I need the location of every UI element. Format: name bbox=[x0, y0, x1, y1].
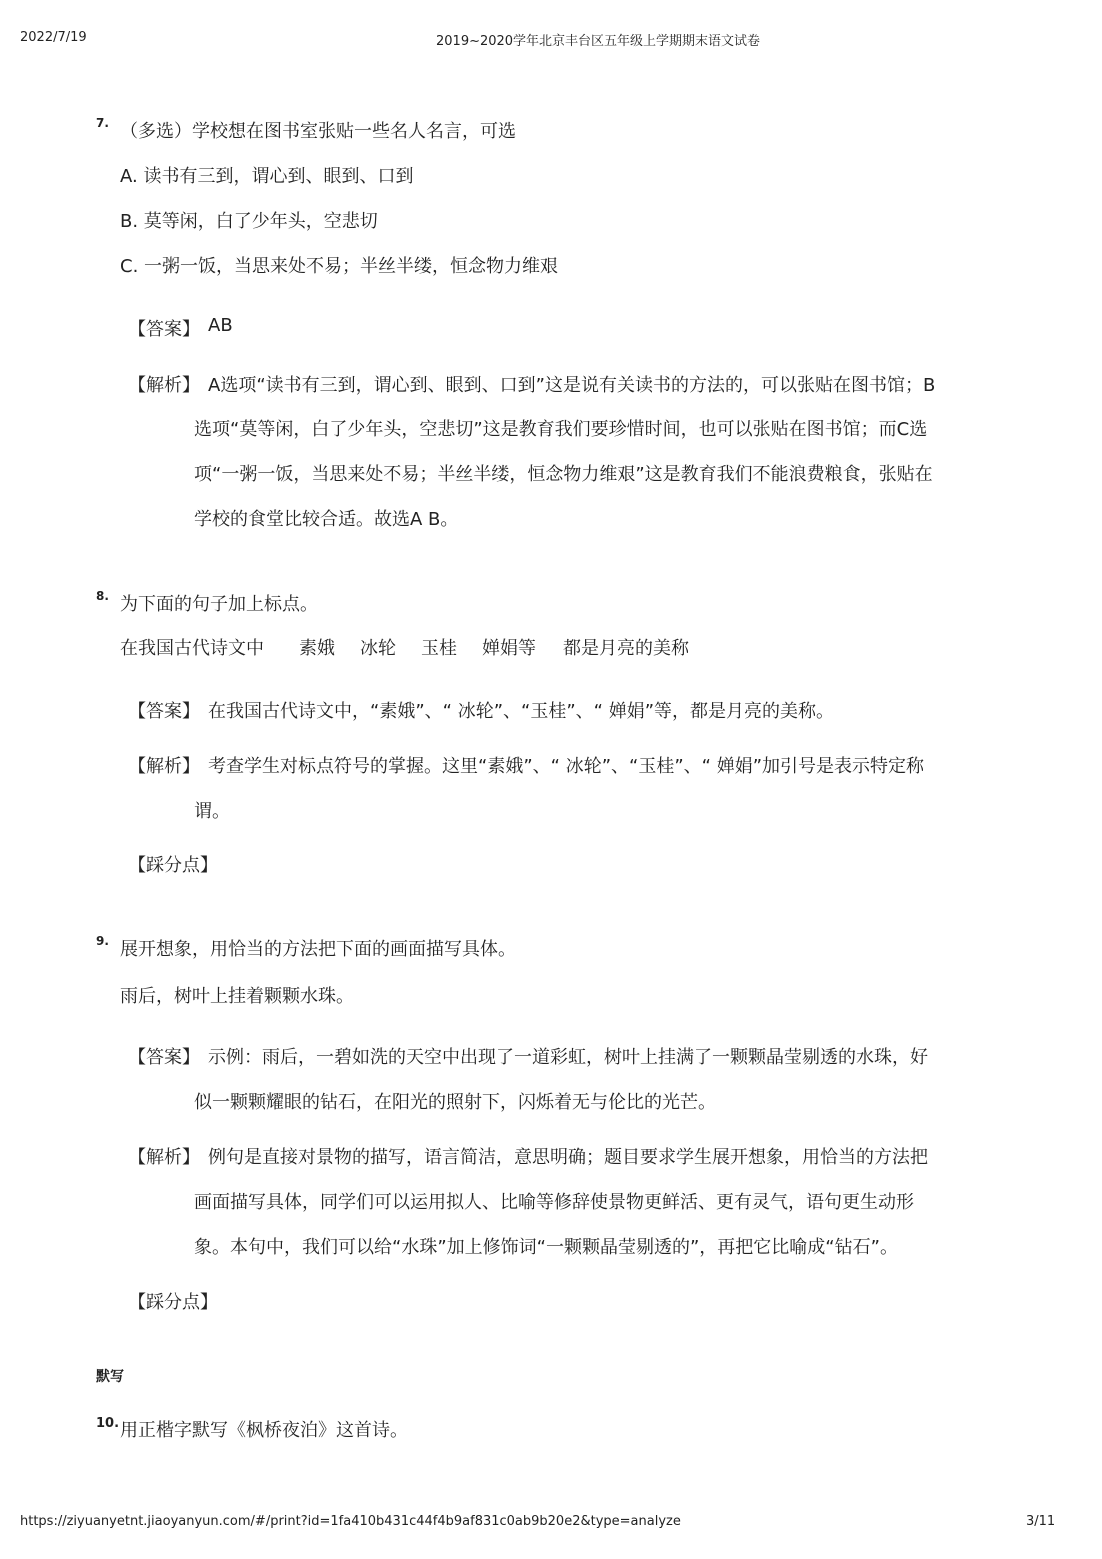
analysis-8-line-1: 考查学生对标点符号的掌握。这里“素娥”、“ 冰轮”、“玉桂”、“ 婵娟”加引号是表示特定称 bbox=[208, 756, 925, 777]
scoring-points-label-8: 【踩分点】 bbox=[128, 855, 218, 876]
sentence-9: 雨后，树叶上挂着颗颗水珠。 bbox=[120, 986, 354, 1007]
analysis-7-line-1: A选项“读书有三到，谓心到、眼到、口到”这是说有关读书的方法的，可以张贴在图书馆；B bbox=[208, 375, 936, 396]
analysis-7-line-3: 项“一粥一饭，当思来处不易；半丝半缕，恒念物力维艰”这是教育我们不能浪费粮食，张贴在 bbox=[194, 464, 933, 485]
analysis-label-7: 【解析】 bbox=[128, 375, 200, 396]
option-b: B. 莫等闲，白了少年头，空悲切 bbox=[120, 211, 378, 232]
print-date: 2022/7/19 bbox=[20, 30, 87, 45]
answer-9-line-2: 似一颗颗耀眼的钻石，在阳光的照射下，闪烁着无与伦比的光芒。 bbox=[194, 1092, 716, 1113]
answer-label-7: 【答案】 bbox=[128, 319, 200, 340]
question-number-7: 7. bbox=[96, 116, 109, 130]
option-a: A. 读书有三到，谓心到、眼到、口到 bbox=[120, 166, 414, 187]
analysis-9-line-2: 画面描写具体，同学们可以运用拟人、比喻等修辞使景物更鲜活、更有灵气，语句更生动形 bbox=[194, 1192, 914, 1213]
answer-9-line-1: 示例：雨后，一碧如洗的天空中出现了一道彩虹，树叶上挂满了一颗颗晶莹剔透的水珠，好 bbox=[208, 1047, 928, 1068]
answer-8: 在我国古代诗文中，“素娥”、“ 冰轮”、“玉桂”、“ 婵娟”等，都是月亮的美称。 bbox=[208, 701, 835, 722]
analysis-9-line-3: 象。本句中，我们可以给“水珠”加上修饰词“一颗颗晶莹剔透的”，再把它比喻成“钻石”。 bbox=[194, 1237, 898, 1258]
sentence-8-part-4: 玉桂 bbox=[421, 638, 457, 659]
question-number-10: 10. bbox=[96, 1416, 120, 1431]
question-8-prompt: 为下面的句子加上标点。 bbox=[120, 594, 318, 615]
question-9-prompt: 展开想象，用恰当的方法把下面的画面描写具体。 bbox=[120, 939, 516, 960]
section-heading: 默写 bbox=[96, 1369, 124, 1385]
analysis-label-8: 【解析】 bbox=[128, 756, 200, 777]
sentence-8-part-6: 都是月亮的美称 bbox=[563, 638, 689, 659]
page-number: 3/11 bbox=[1026, 1514, 1056, 1529]
answer-label-8: 【答案】 bbox=[128, 701, 200, 722]
sentence-8-part-1: 在我国古代诗文中 bbox=[120, 638, 264, 659]
sentence-8-part-5: 婵娟等 bbox=[482, 638, 536, 659]
analysis-7-line-4: 学校的食堂比较合适。故选A B。 bbox=[194, 509, 459, 530]
answer-7: AB bbox=[208, 315, 233, 336]
question-10-prompt: 用正楷字默写《枫桥夜泊》这首诗。 bbox=[120, 1420, 408, 1441]
question-number-8: 8. bbox=[96, 589, 109, 603]
scoring-points-label-9: 【踩分点】 bbox=[128, 1292, 218, 1313]
analysis-8-line-2: 谓。 bbox=[194, 801, 230, 822]
analysis-label-9: 【解析】 bbox=[128, 1147, 200, 1168]
question-number-9: 9. bbox=[96, 934, 109, 948]
footer-url: https://ziyuanyetnt.jiaoyanyun.com/#/print?id=1fa410b431c44f4b9af831c0ab9b20e2&type=analyze bbox=[20, 1514, 681, 1529]
sentence-8-part-3: 冰轮 bbox=[360, 638, 396, 659]
question-7-prompt: （多选）学校想在图书室张贴一些名人名言，可选 bbox=[120, 121, 516, 142]
option-c: C. 一粥一饭，当思来处不易；半丝半缕，恒念物力维艰 bbox=[120, 256, 559, 277]
sentence-8-part-2: 素娥 bbox=[299, 638, 335, 659]
analysis-7-line-2: 选项“莫等闲，白了少年头，空悲切”这是教育我们要珍惜时间，也可以张贴在图书馆；而C选 bbox=[194, 419, 928, 440]
page-title: 2019~2020学年北京丰台区五年级上学期期末语文试卷 bbox=[436, 34, 761, 49]
answer-label-9: 【答案】 bbox=[128, 1047, 200, 1068]
analysis-9-line-1: 例句是直接对景物的描写，语言简洁，意思明确；题目要求学生展开想象，用恰当的方法把 bbox=[208, 1147, 928, 1168]
